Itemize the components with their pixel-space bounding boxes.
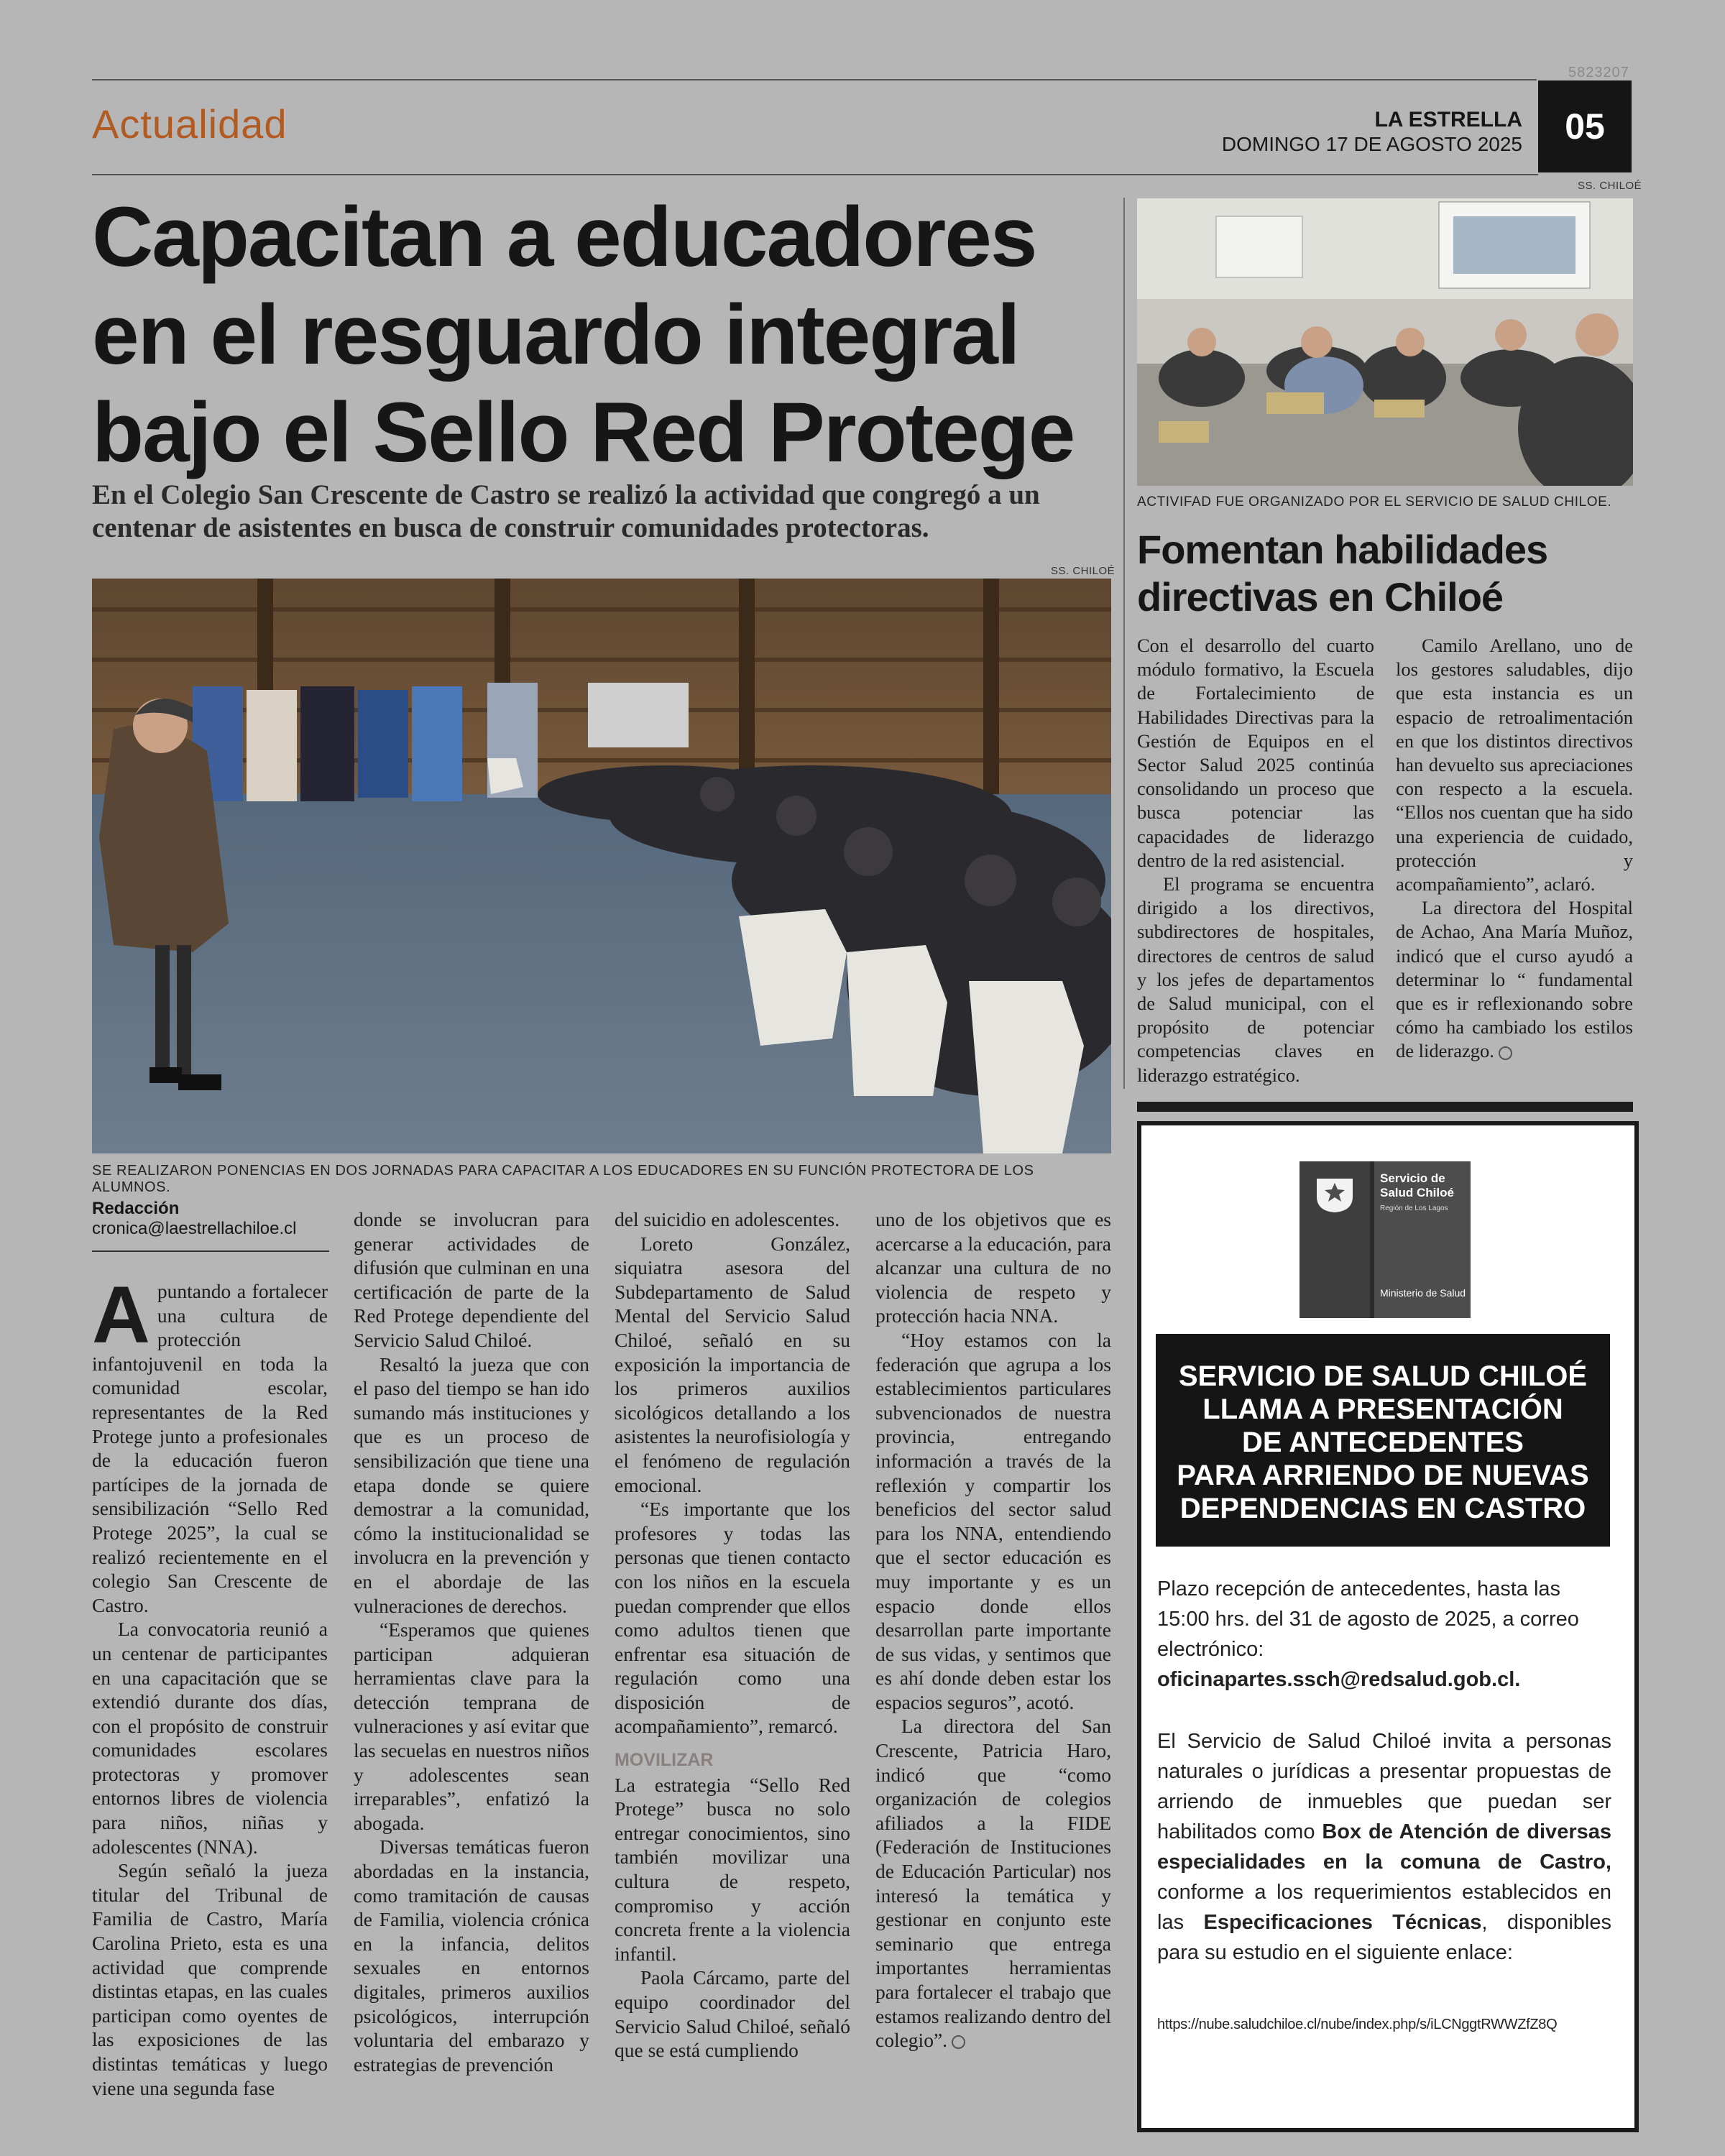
- ad-headline: [1156, 1334, 1610, 1547]
- main-photo-caption: SE REALIZARON PONENCIAS EN DOS JORNADAS PARA CAPACITAR A LOS EDUCADORES EN SU FUNCIÓN PROTECTORA DE LOS ALUMNOS.: [92, 1163, 1034, 1195]
- paragraph: El programa se encuentra dirigido a los directivos, subdirectores de hospitales, directores de centros de salud y los jefes de departamentos de Salud municipal, con el propósito de potenciar competencias claves en liderazgo estratégico.: [1137, 873, 1374, 1086]
- main-headline: Capacitan a educadores en el resguardo integral bajo el Sello Red Protege: [92, 190, 1075, 480]
- paragraph: Camilo Arellano, uno de los gestores saludables, dijo que esta instancia es un espacio de retroalimentación en que los distintos directivos han devuelto sus apreciaciones con respecto a la escuela. “Ellos nos cuentan que ha sido una experiencia de cuidado, protección y acompañamiento”, aclaró.: [1396, 635, 1633, 895]
- byline-rule: [92, 1250, 329, 1252]
- side-column-1: [1137, 634, 1374, 1087]
- side-photo-caption: ACTIVIFAD FUE ORGANIZADO POR EL SERVICIO DE SALUD CHILOE.: [1137, 494, 1612, 510]
- ad-deadline: Plazo recepción de antecedentes, hasta las 15:00 hrs. del 31 de agosto de 2025, a correo electrónico:: [1157, 1577, 1579, 1661]
- paragraph: Diversas temáticas fueron abordadas en la instancia, como tramitación de causas de Familia, violencia crónica en la infancia, delitos sexuales en entornos digitales, primeros auxilios psicológicos, interrupción voluntaria del embarazo y estrategias de prevención: [354, 1835, 589, 2076]
- masthead: [1222, 108, 1522, 157]
- ad-body-text: , disponibles para su estudio en el siguiente enlace:: [1157, 1911, 1611, 1964]
- main-deck: En el Colegio San Crescente de Castro se realizó la actividad que congregó a un centenar de asistentes en busca de construir comunidades protectoras.: [92, 479, 1040, 543]
- issue-date: DOMINGO 17 DE AGOSTO 2025: [1221, 133, 1522, 155]
- main-photo-credit: SS. CHILOÉ: [1051, 565, 1116, 577]
- byline: [92, 1199, 296, 1239]
- paper-name: LA ESTRELLA: [1374, 108, 1522, 132]
- paragraph: puntando a fortalecer una cultura de protección infantojuvenil en toda la comunidad escolar, representantes de la Red Protege junto a profesionales de la educación fueron partícipes de la jornada de sensibilización “Sello Red Protege 2025”, la cual se realizó recientemente en el colegio San Crescente de Castro.: [92, 1280, 328, 1616]
- ad-logo-name: Servicio de Salud Chiloé: [1380, 1171, 1454, 1199]
- ad-logo: [1300, 1161, 1471, 1318]
- byline-email[interactable]: cronica@laestrellachiloe.cl: [92, 1219, 297, 1238]
- ad-headline-line: LLAMA A PRESENTACIÓN: [1202, 1393, 1563, 1425]
- paragraph: “Es importante que los profesores y todas las personas que tienen contacto con los niños en la escuela puedan comprender que ellos como adultos tienen que enfrentar esa situación de regulación como una disposición de acompañamiento”, remarcó.: [615, 1498, 850, 1738]
- end-mark-icon: [1499, 1046, 1512, 1060]
- header-rule: [92, 174, 1538, 175]
- paragraph: Según señaló la jueza titular del Tribunal de Familia de Castro, María Carolina Prieto, esta es una actividad que comprende distintas etapas, en las cuales participan como oyentes de las exposiciones de las distintas temáticas y luego viene una segunda fase: [92, 1859, 328, 2099]
- paragraph: “Esperamos que quienes participan adquieran herramientas clave para la detección temprana de vulneraciones y así evitar que las secuelas en nuestros niños y adolescentes sean irreparables”, enfatizó la abogada.: [354, 1618, 589, 1834]
- side-photo: [1137, 198, 1633, 486]
- side-column-2: [1396, 634, 1633, 1064]
- ad-logo-ministry: Ministerio de Salud: [1380, 1287, 1466, 1299]
- side-photo-credit: SS. CHILOÉ: [1578, 180, 1642, 192]
- coat-of-arms-icon: [1310, 1171, 1360, 1215]
- ad-headline-line: PARA ARRIENDO DE NUEVAS: [1177, 1460, 1589, 1491]
- paragraph: La convocatoria reunió a un centenar de participantes en una capacitación que se extendió durante dos días, con el propósito de construir comunidades escolares protectoras y promover entornos libres de violencia para niños, niñas y adolescentes (NNA).: [92, 1618, 328, 1858]
- ad-body-bold: Box de Atención de diversas especialidades en la comuna de Castro,: [1157, 1820, 1611, 1874]
- subhead: MOVILIZAR: [615, 1750, 714, 1771]
- page-number: 05: [1538, 80, 1632, 172]
- main-column-1: [92, 1270, 328, 2100]
- ad-body-text: El Servicio de Salud Chiloé invita a personas naturales o jurídicas a presentar propuestas de arriendo de inmuebles que puedan ser habilitados como: [1157, 1730, 1611, 1843]
- paragraph: “Hoy estamos con la federación que agrupa a los establecimientos particulares subvencionados de nuestra provincia, entregando información a través de la reflexión y compartir los beneficios del sector salud para los NNA, entendiendo que el sector educación es muy importante y es un espacio donde ellos desarrollan parte importante de sus vidas, y sentimos que es ahí donde deben estar los espacios seguros”, acotó.: [875, 1328, 1111, 1713]
- paragraph: Loreto González, siquiatra asesora del Subdepartamento de Salud Mental del Servicio Salud Chiloé, señaló en su exposición la importancia de los primeros auxilios sicológicos detallando a los asistentes la neurofisiología y el fenómeno de regulación emocional.: [615, 1232, 850, 1496]
- paragraph: Paola Cárcamo, parte del equipo coordinador del Servicio Salud Chiloé, señaló que se está cumpliendo: [615, 1966, 850, 2062]
- ad-link[interactable]: https://nube.saludchiloe.cl/nube/index.php/s/iLCNggtRWWZfZ8Q: [1157, 2017, 1558, 2032]
- paragraph: donde se involucran para generar actividades de difusión que culminan en una certificación de parte de la Red Protege dependiente del Servicio Salud Chiloé.: [354, 1208, 589, 1351]
- paragraph-text: La directora del Hospital de Achao, Ana María Muñoz, indicó que el curso ayudó a determinar lo “ fundamental que es ir reflexionando sobre cómo ha cambiado los estilos de liderazgo.: [1396, 897, 1633, 1062]
- ad-top-bar: [1137, 1102, 1633, 1112]
- main-column-2: [354, 1207, 589, 2076]
- main-column-4: [875, 1207, 1111, 2053]
- paragraph: La estrategia “Sello Red Protege” busca no solo entregar conocimientos, sino también movilizar una cultura de respeto, compromiso y acción concreta frente a la violencia infantil.: [615, 1773, 850, 1965]
- page-code: 5823207: [1568, 65, 1629, 80]
- ad-body: [1157, 1726, 1611, 1968]
- paragraph: Resaltó la jueza que con el paso del tiempo se han ido sumando más instituciones y que es un proceso de sensibilización que tiene una etapa donde se quiere demostrar a la comunidad, cómo la institucionalidad se involucra en la prevención y en el abordaje de las vulneraciones de derechos.: [354, 1353, 589, 1617]
- paragraph: [1396, 896, 1633, 1063]
- side-headline: Fomentan habilidades directivas en Chiloé: [1137, 527, 1548, 619]
- dropcap: A: [92, 1270, 150, 1360]
- ad-body-text: conforme a los requerimientos establecidos en las: [1157, 1881, 1611, 1934]
- ad-headline-line: SERVICIO DE SALUD CHILOÉ: [1178, 1360, 1588, 1392]
- top-rule: [92, 79, 1537, 80]
- main-column-3: [615, 1207, 850, 2063]
- main-photo: [92, 579, 1111, 1153]
- ad-body-bold: Especificaciones Técnicas: [1203, 1911, 1482, 1934]
- ad-email[interactable]: oficinapartes.ssch@redsalud.gob.cl.: [1157, 1668, 1521, 1691]
- byline-name: Redacción: [92, 1199, 180, 1218]
- ad-headline-line: DEPENDENCIAS EN CASTRO: [1179, 1493, 1586, 1524]
- paragraph: [875, 1714, 1111, 2052]
- paragraph-text: La directora del San Crescente, Patricia Haro, indicó que “como organización de colegios afiliados a la FIDE (Federación de Instituciones de Educación Particular) nos interesó la temática y gestionar en conjunto este seminario que entrega importantes herramientas para fortalecer el trabajo que estamos realizando dentro del colegio”.: [875, 1715, 1111, 2052]
- section-label: Actualidad: [92, 101, 288, 147]
- end-mark-icon: [952, 2035, 965, 2049]
- paragraph: uno de los objetivos que es acercarse a la educación, para alcanzar una cultura de no violencia de respeto y protección hacia NNA.: [875, 1208, 1111, 1327]
- ad-headline-line: DE ANTECEDENTES: [1242, 1427, 1524, 1458]
- advertisement: [1137, 1121, 1639, 2132]
- ad-logo-region: Región de Los Lagos: [1380, 1204, 1448, 1212]
- paragraph: Con el desarrollo del cuarto módulo formativo, la Escuela de Fortalecimiento de Habilidades Directivas para la Gestión de Equipos en el Sector Salud 2025 continúa consolidando un proceso que busca potenciar las capacidades de liderazgo dentro de la red asistencial.: [1137, 635, 1374, 871]
- paragraph: del suicidio en adolescentes.: [615, 1208, 840, 1230]
